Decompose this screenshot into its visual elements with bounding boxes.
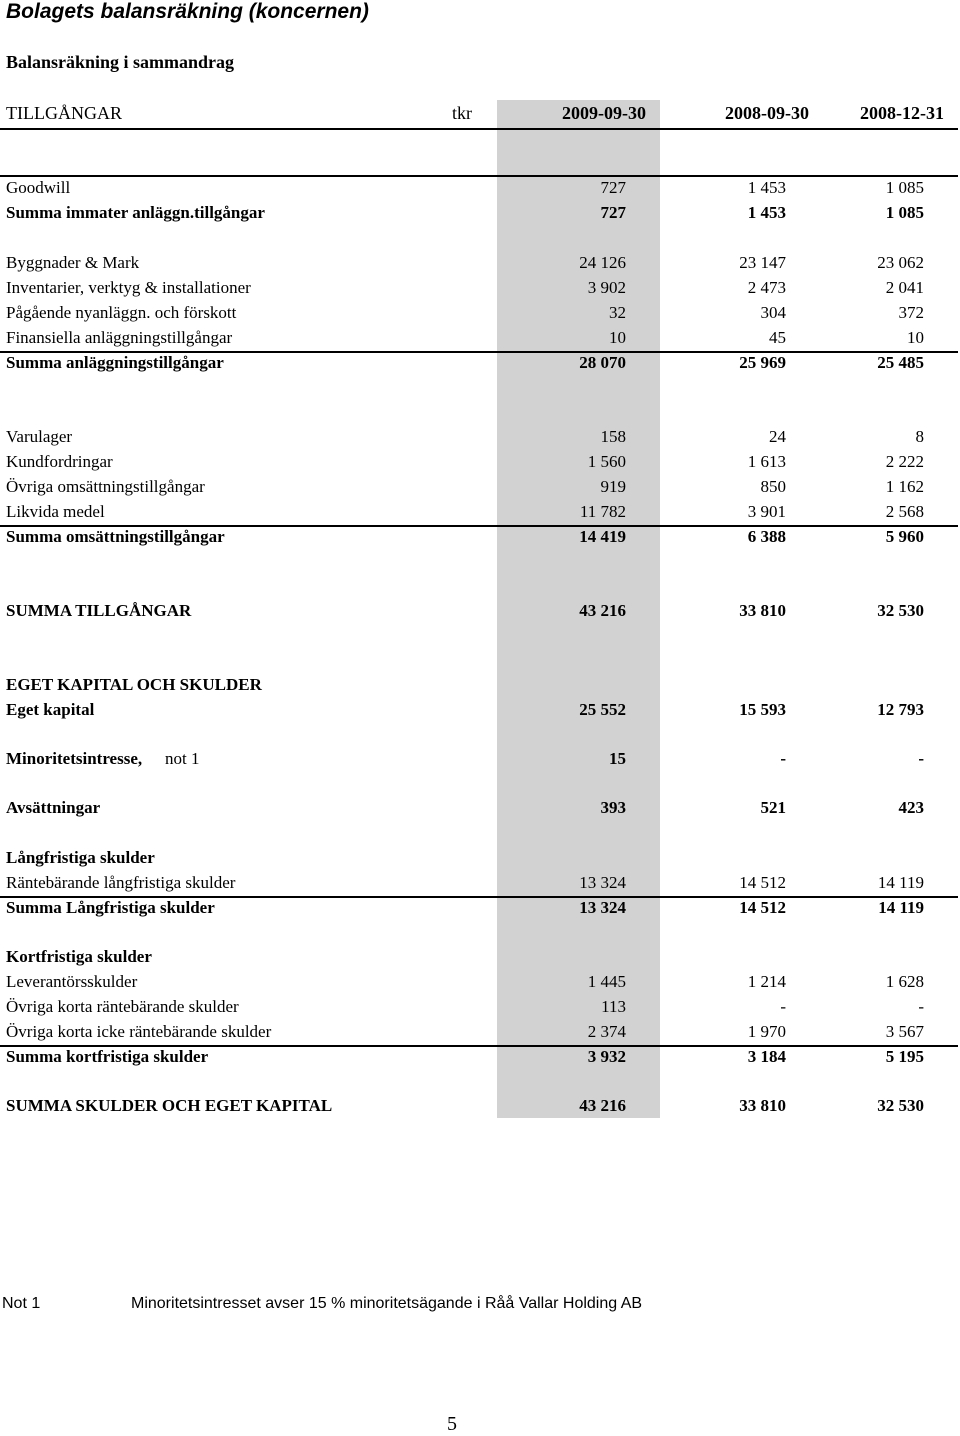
table-row <box>0 848 960 872</box>
row-value-2: 2 041 <box>885 278 924 297</box>
row-label: Byggnader & Mark <box>6 253 140 272</box>
row-value-1: 6 388 <box>747 527 786 546</box>
row-label: Kortfristiga skulder <box>6 947 152 966</box>
row-value-2: 423 <box>898 798 924 817</box>
row-value-2: 1 628 <box>885 972 924 991</box>
footnote-text: Minoritetsintresset avser 15 % minoritetsägande i Råå Vallar Holding AB <box>131 1295 643 1312</box>
row-value-2: - <box>918 749 924 768</box>
row-label: Summa Långfristiga skulder <box>6 898 215 917</box>
row-value-1: 521 <box>760 798 786 817</box>
row-label: Inventarier, verktyg & installationer <box>6 278 251 297</box>
row-value-0: 727 <box>600 203 626 222</box>
row-value-2: 32 530 <box>877 1096 924 1115</box>
row-value-1: 304 <box>760 303 786 322</box>
row-value-0: 11 782 <box>579 502 626 521</box>
row-value-2: 12 793 <box>877 700 924 719</box>
table-row <box>0 1047 960 1071</box>
row-value-1: 33 810 <box>739 1096 786 1115</box>
table-row <box>0 1096 960 1120</box>
row-value-1: 1 453 <box>747 203 786 222</box>
row-label: Likvida medel <box>6 502 105 521</box>
table-row <box>0 303 960 327</box>
row-value-2: 10 <box>907 328 924 347</box>
row-value-1: 3 901 <box>747 502 786 521</box>
table-row <box>0 898 960 922</box>
header-col-2009-09-30: 2009-09-30 <box>562 103 646 123</box>
row-value-1: 45 <box>769 328 786 347</box>
divider <box>0 128 958 130</box>
footnote-ref: Not 1 <box>2 1295 41 1312</box>
row-value-1: 2 473 <box>747 278 786 297</box>
row-value-2: 1 162 <box>885 477 924 496</box>
row-value-0: 13 324 <box>579 898 626 917</box>
row-value-2: 8 <box>915 427 924 446</box>
table-row <box>0 527 960 551</box>
row-value-0: 2 374 <box>587 1022 626 1041</box>
row-label: Övriga omsättningstillgångar <box>6 477 205 496</box>
row-value-0: 32 <box>609 303 626 322</box>
header-unit: tkr <box>452 103 472 123</box>
row-value-0: 727 <box>600 178 626 197</box>
table-row <box>0 798 960 822</box>
row-value-2: 5 195 <box>885 1047 924 1066</box>
row-label: Långfristiga skulder <box>6 848 155 867</box>
row-label: SUMMA TILLGÅNGAR <box>6 601 192 620</box>
row-value-0: 3 932 <box>587 1047 626 1066</box>
row-value-2: 1 085 <box>885 178 924 197</box>
row-label: Goodwill <box>6 178 71 197</box>
row-value-0: 24 126 <box>579 253 626 272</box>
row-value-1: 15 593 <box>739 700 786 719</box>
row-value-1: 850 <box>760 477 786 496</box>
row-label: SUMMA SKULDER OCH EGET KAPITAL <box>6 1096 333 1115</box>
table-row <box>0 353 960 377</box>
page-number: 5 <box>447 1413 457 1435</box>
row-value-0: 25 552 <box>579 700 626 719</box>
row-value-1: 24 <box>769 427 786 446</box>
table-row <box>0 972 960 996</box>
table-row <box>0 873 960 897</box>
row-value-2: 2 222 <box>885 452 924 471</box>
divider <box>0 175 958 177</box>
row-label: Leverantörsskulder <box>6 972 138 991</box>
row-value-1: 33 810 <box>739 601 786 620</box>
row-label: Pågående nyanläggn. och förskott <box>6 303 237 322</box>
row-value-0: 14 419 <box>579 527 626 546</box>
table-row <box>0 328 960 352</box>
table-row <box>0 502 960 526</box>
row-value-1: 14 512 <box>739 873 786 892</box>
row-label-note-ref: not 1 <box>165 749 200 768</box>
row-label: Summa anläggningstillgångar <box>6 353 224 372</box>
table-row <box>0 749 960 773</box>
table-row <box>0 675 960 699</box>
header-label: TILLGÅNGAR <box>6 103 122 123</box>
row-value-2: 14 119 <box>878 898 924 917</box>
row-value-0: 393 <box>600 798 626 817</box>
row-value-1: 1 970 <box>747 1022 786 1041</box>
row-value-0: 3 902 <box>587 278 626 297</box>
table-row <box>0 947 960 971</box>
page-title: Bolagets balansräkning (koncernen) <box>6 0 369 23</box>
table-row <box>0 601 960 625</box>
row-value-2: 23 062 <box>877 253 924 272</box>
row-value-1: 1 214 <box>747 972 786 991</box>
row-value-0: 919 <box>600 477 626 496</box>
header-col-2008-09-30: 2008-09-30 <box>725 103 809 123</box>
row-label: Summa kortfristiga skulder <box>6 1047 209 1066</box>
row-value-2: 25 485 <box>877 353 924 372</box>
row-value-0: 158 <box>600 427 626 446</box>
row-value-0: 13 324 <box>579 873 626 892</box>
row-label: Eget kapital <box>6 700 95 719</box>
row-value-0: 113 <box>601 997 626 1016</box>
row-value-2: 5 960 <box>885 527 924 546</box>
row-label: Avsättningar <box>6 798 101 817</box>
table-row <box>0 1022 960 1046</box>
table-row <box>0 253 960 277</box>
row-label: EGET KAPITAL OCH SKULDER <box>6 675 262 694</box>
row-value-2: 2 568 <box>885 502 924 521</box>
page-subtitle: Balansräkning i sammandrag <box>6 52 235 72</box>
row-label: Summa omsättningstillgångar <box>6 527 225 546</box>
table-row <box>0 700 960 724</box>
row-label: Övriga korta icke räntebärande skulder <box>6 1022 272 1041</box>
row-value-0: 43 216 <box>579 1096 626 1115</box>
row-value-2: 32 530 <box>877 601 924 620</box>
row-value-0: 15 <box>609 749 626 768</box>
row-value-0: 28 070 <box>579 353 626 372</box>
row-value-0: 43 216 <box>579 601 626 620</box>
row-value-0: 1 560 <box>587 452 626 471</box>
row-value-2: 3 567 <box>885 1022 924 1041</box>
table-row <box>0 203 960 227</box>
row-value-1: 25 969 <box>739 353 786 372</box>
header-col-2008-12-31: 2008-12-31 <box>860 103 944 123</box>
row-value-0: 10 <box>609 328 626 347</box>
row-value-1: - <box>780 749 786 768</box>
table-row <box>0 278 960 302</box>
row-label: Räntebärande långfristiga skulder <box>6 873 236 892</box>
row-value-1: 3 184 <box>747 1047 786 1066</box>
row-label: Varulager <box>6 427 73 446</box>
row-value-2: 372 <box>898 303 924 322</box>
row-value-1: - <box>780 997 786 1016</box>
row-value-1: 1 613 <box>747 452 786 471</box>
row-value-0: 1 445 <box>587 972 626 991</box>
row-label: Övriga korta räntebärande skulder <box>6 997 239 1016</box>
row-value-2: - <box>918 997 924 1016</box>
table-row <box>0 178 960 202</box>
row-label: Finansiella anläggningstillgångar <box>6 328 233 347</box>
row-value-1: 1 453 <box>747 178 786 197</box>
row-label: Summa immater anläggn.tillgångar <box>6 203 265 222</box>
row-label: Minoritetsintresse, <box>6 749 143 768</box>
row-value-2: 1 085 <box>885 203 924 222</box>
row-value-1: 14 512 <box>739 898 786 917</box>
row-label: Kundfordringar <box>6 452 113 471</box>
table-row <box>0 997 960 1021</box>
row-value-1: 23 147 <box>739 253 786 272</box>
table-row <box>0 477 960 501</box>
row-value-2: 14 119 <box>877 873 924 892</box>
table-row <box>0 452 960 476</box>
table-header <box>0 103 960 127</box>
table-row <box>0 427 960 451</box>
